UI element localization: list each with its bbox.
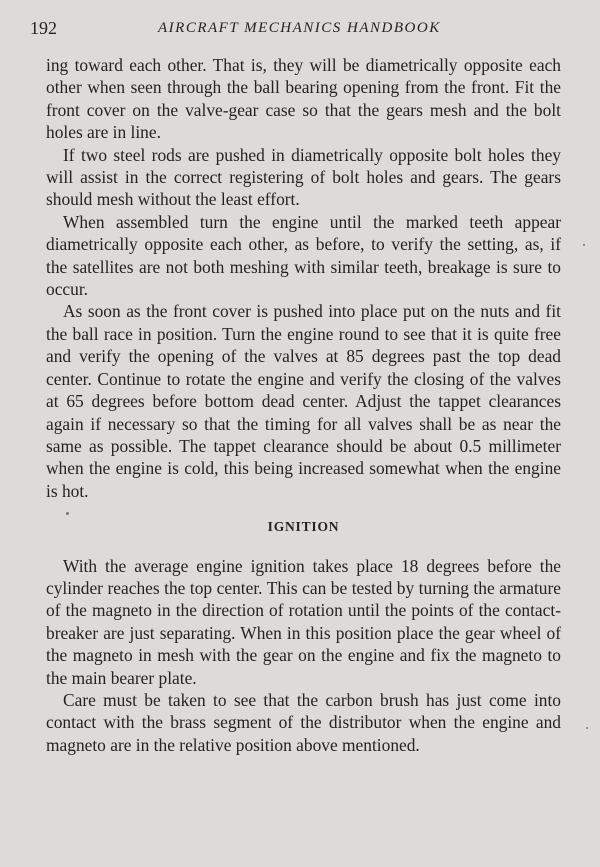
- paragraph-valve-timing: As soon as the front cover is pushed into place put on the nuts and fit the ball race in position. Turn the engine round to see that it is quite free and verify the opening of the valves at 85 degrees past the top dead center. Continue to rotate the engine and verify the closing of the valves at 65 degrees before bottom dead center. Adjust the tappet clearances again if necessary so that the timing for all valves shall be as near the same as possible. The tappet clearance should be about 0.5 millimeter when the engine is cold, this being increased somewhat when the engine is hot.: [46, 301, 561, 501]
- paragraph-steel-rods: If two steel rods are pushed in diametrically opposite bolt holes they will assist in the correct registering of bolt holes and gears. The gears should mesh without the least effort.: [46, 144, 561, 210]
- page-number: 192: [30, 18, 57, 38]
- paragraph-marked-teeth: When assembled turn the engine until the marked teeth appear diametrically opposite each other, as before, to verify the setting, as, if the satellites are not both meshing with similar teeth, breakage is sure to occur.: [46, 211, 561, 300]
- paper-speck: [66, 512, 69, 515]
- running-header: [30, 16, 570, 42]
- paragraph-continuation: ing toward each other. That is, they will be diametrically opposite each other when seen through the ball bearing opening from the front. Fit the front cover on the valve-gear case so that the gears mesh and the bolt holes are in line.: [46, 55, 561, 143]
- section-heading-ignition: IGNITION: [267, 519, 340, 535]
- page-body: [46, 54, 561, 756]
- paper-speck: [586, 727, 588, 729]
- paragraph-ignition-timing: With the average engine ignition takes place 18 degrees before the cylinder reaches the top center. This can be tested by turning the armature of the magneto in the direction of rotation until the points of the contact-breaker are just separating. When in this position place the gear wheel of the magneto in mesh with the gear on the engine and fix the magneto to the main bearer plate.: [46, 555, 561, 688]
- paragraph-carbon-brush: Care must be taken to see that the carbon brush has just come into contact with the brass segment of the distributor when the engine and magneto are in the relative position above mentioned.: [46, 689, 561, 755]
- running-title: AIRCRAFT MECHANICS HANDBOOK: [158, 20, 441, 36]
- paper-speck: [583, 244, 585, 246]
